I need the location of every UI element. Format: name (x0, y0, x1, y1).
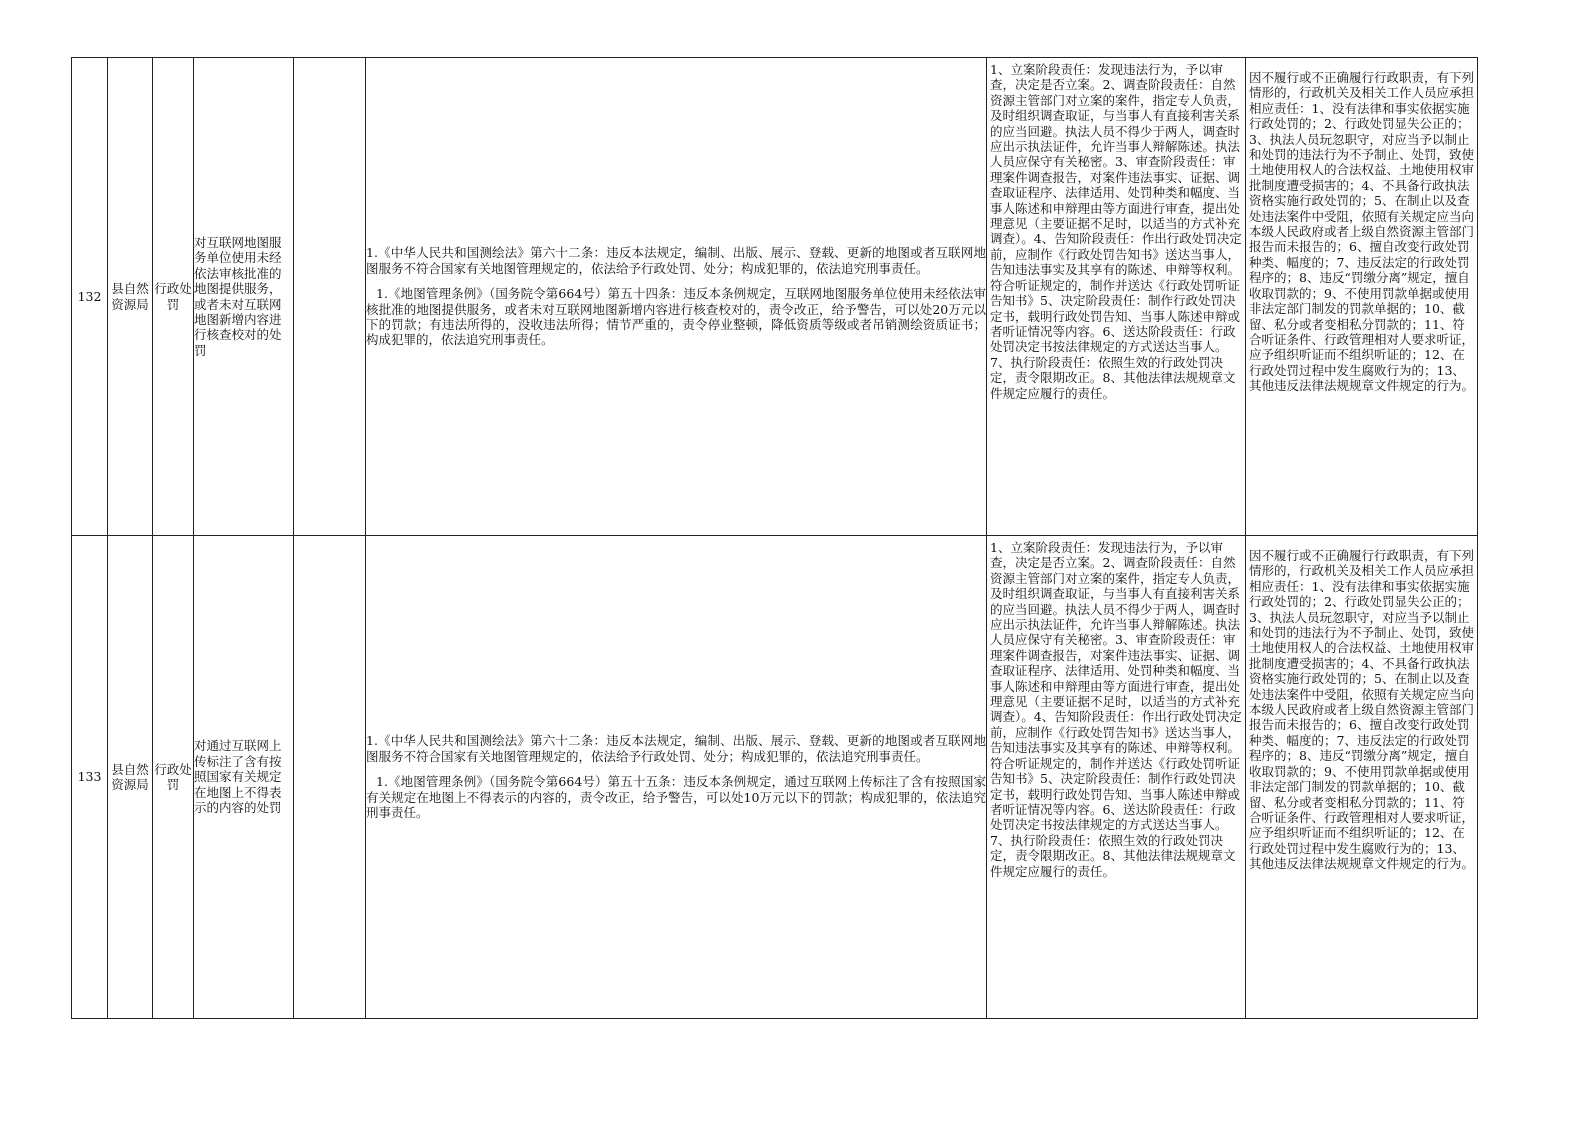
legal-basis-surveying-law: 1.《中华人民共和国测绘法》第六十二条：违反本法规定，编制、出版、展示、登载、更新的地图或者互联网地图服务不符合国家有关地图管理规定的，依法给予行政处罚、处分；构成犯罪的，依法追究刑事责任。 (366, 733, 986, 764)
accountability-cell: 因不履行或不正确履行行政职责，有下列情形的，行政机关及相关工作人员应承担相应责任：1、没有法律和事实依据实施行政处罚的；2、行政处罚显失公正的；3、执法人员玩忽职守，对应当予以制止和处罚的违法行为不予制止、处罚，致使土地使用权人的合法权益、土地使用权审批制度遭受损害的；4、不具备行政执法资格实施行政处罚的；5、在制止以及查处违法案件中受阻，依照有关规定应当向本级人民政府或者上级自然资源主管部门报告而未报告的；6、擅自改变行政处罚种类、幅度的；7、违反法定的行政处罚程序的；8、违反“罚缴分离”规定，擅自收取罚款的；9、不使用罚款单据或使用非法定部门制发的罚款单据的；10、截留、私分或者变相私分罚款的；11、符合听证条件、行政管理相对人要求听证，应予组织听证而不组织听证的；12、在行政处罚过程中发生腐败行为的；13、其他违反法律法规规章文件规定的行为。 (1246, 58, 1478, 536)
power-list-table (71, 57, 1478, 1019)
legal-basis-surveying-law: 1.《中华人民共和国测绘法》第六十二条：违反本法规定，编制、出版、展示、登载、更新的地图或者互联网地图服务不符合国家有关地图管理规定的，依法给予行政处罚、处分；构成犯罪的，依法追究刑事责任。 (366, 245, 986, 276)
responsibility-cell: 1、立案阶段责任：发现违法行为，予以审查，决定是否立案。2、调查阶段责任：自然资源主管部门对立案的案件，指定专人负责，及时组织调查取证，与当事人有直接利害关系的应当回避。执法人员不得少于两人，调查时应出示执法证件，允许当事人辩解陈述。执法人员应保守有关秘密。3、审查阶段责任：审理案件调查报告，对案件违法事实、证据、调查取证程序、法律适用、处罚种类和幅度、当事人陈述和申辩理由等方面进行审查，提出处理意见（主要证据不足时，以适当的方式补充调查）。4、告知阶段责任：作出行政处罚决定前，应制作《行政处罚告知书》送达当事人，告知违法事实及其享有的陈述、申辩等权利。符合听证规定的，制作并送达《行政处罚听证告知书》5、决定阶段责任：制作行政处罚决定书，载明行政处罚告知、当事人陈述申辩或者听证情况等内容。6、送达阶段责任：行政处罚决定书按法律规定的方式送达当事人。7、执行阶段责任：依照生效的行政处罚决定，责令限期改正。8、其他法律法规规章文件规定应履行的责任。 (987, 58, 1246, 536)
power-item-name-cell: 对互联网地图服务单位使用未经依法审核批准的地图提供服务，或者未对互联网地图新增内容进行核查校对的处罚 (194, 58, 294, 536)
power-type-cell: 行政处罚 (153, 58, 194, 536)
department-cell: 县自然资源局 (108, 536, 153, 1019)
sub-item-cell (294, 536, 366, 1019)
table-row (72, 58, 1478, 536)
accountability-cell: 因不履行或不正确履行行政职责，有下列情形的，行政机关及相关工作人员应承担相应责任：1、没有法律和事实依据实施行政处罚的；2、行政处罚显失公正的；3、执法人员玩忽职守，对应当予以制止和处罚的违法行为不予制止、处罚，致使土地使用权人的合法权益、土地使用权审批制度遭受损害的；4、不具备行政执法资格实施行政处罚的；5、在制止以及查处违法案件中受阻，依照有关规定应当向本级人民政府或者上级自然资源主管部门报告而未报告的；6、擅自改变行政处罚种类、幅度的；7、违反法定的行政处罚程序的；8、违反“罚缴分离”规定，擅自收取罚款的；9、不使用罚款单据或使用非法定部门制发的罚款单据的；10、截留、私分或者变相私分罚款的；11、符合听证条件、行政管理相对人要求听证，应予组织听证而不组织听证的；12、在行政处罚过程中发生腐败行为的；13、其他违反法律法规规章文件规定的行为。 (1246, 536, 1478, 1019)
department-cell: 县自然资源局 (108, 58, 153, 536)
legal-basis-cell (366, 536, 987, 1019)
legal-basis-cell (366, 58, 987, 536)
power-type-cell: 行政处罚 (153, 536, 194, 1019)
responsibility-cell: 1、立案阶段责任：发现违法行为，予以审查，决定是否立案。2、调查阶段责任：自然资源主管部门对立案的案件，指定专人负责，及时组织调查取证，与当事人有直接利害关系的应当回避。执法人员不得少于两人，调查时应出示执法证件，允许当事人辩解陈述。执法人员应保守有关秘密。3、审查阶段责任：审理案件调查报告，对案件违法事实、证据、调查取证程序、法律适用、处罚种类和幅度、当事人陈述和申辩理由等方面进行审查，提出处理意见（主要证据不足时，以适当的方式补充调查）。4、告知阶段责任：作出行政处罚决定前，应制作《行政处罚告知书》送达当事人，告知违法事实及其享有的陈述、申辩等权利。符合听证规定的，制作并送达《行政处罚听证告知书》5、决定阶段责任：制作行政处罚决定书，载明行政处罚告知、当事人陈述申辩或者听证情况等内容。6、送达阶段责任：行政处罚决定书按法律规定的方式送达当事人。7、执行阶段责任：依照生效的行政处罚决定，责令限期改正。8、其他法律法规规章文件规定应履行的责任。 (987, 536, 1246, 1019)
legal-basis-map-regulation: 1.《地图管理条例》（国务院令第664号）第五十五条：违反本条例规定，通过互联网上传标注了含有按照国家有关规定在地图上不得表示的内容的，责令改正，给予警告，可以处10万元以下的罚款；构成犯罪的，依法追究刑事责任。 (366, 774, 986, 821)
power-item-name-cell: 对通过互联网上传标注了含有按照国家有关规定在地图上不得表示的内容的处罚 (194, 536, 294, 1019)
legal-basis-map-regulation: 1.《地图管理条例》（国务院令第664号）第五十四条：违反本条例规定，互联网地图服务单位使用未经依法审核批准的地图提供服务，或者未对互联网地图新增内容进行核查校对的，责令改正，给予警告，可以处20万元以下的罚款；有违法所得的，没收违法所得；情节严重的，责令停业整顿，降低资质等级或者吊销测绘资质证书；构成犯罪的，依法追究刑事责任。 (366, 286, 986, 348)
row-number: 133 (72, 536, 108, 1019)
table-row (72, 536, 1478, 1019)
row-number: 132 (72, 58, 108, 536)
sub-item-cell (294, 58, 366, 536)
